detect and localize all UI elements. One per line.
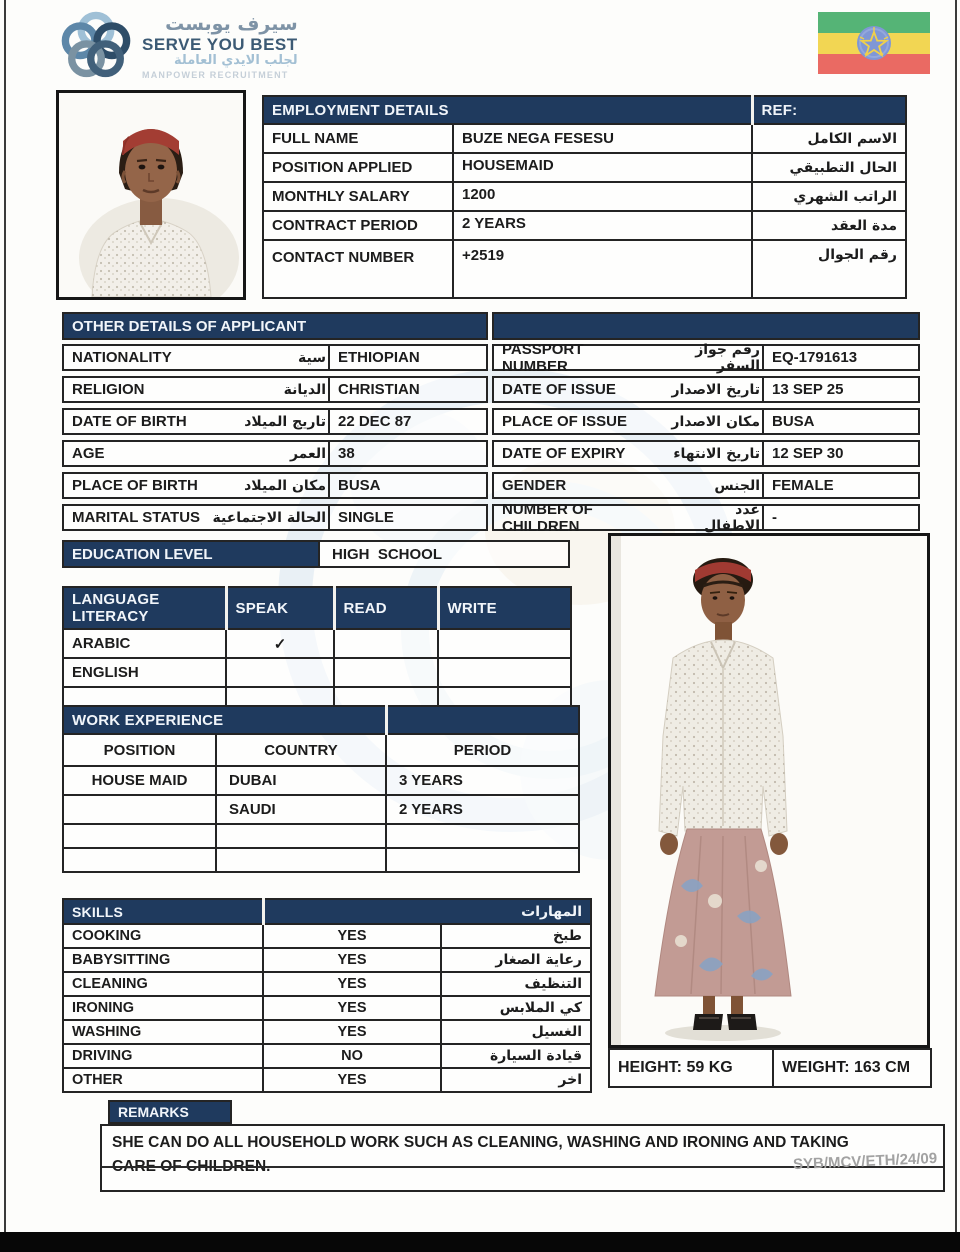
speak-check: ✓ [226,629,334,658]
field-label-arabic: الحال التطبيقي [752,153,906,182]
skills-title-arabic: المهارات [263,899,591,924]
logo-arabic-title: سيرف يوبست [165,13,298,35]
skill-name: IRONING [63,996,263,1020]
employment-details-table [262,95,907,299]
skill-row [63,924,591,948]
skill-name: CLEANING [63,972,263,996]
experience-row [63,824,579,848]
page-left-edge-line [4,0,6,1232]
company-logo-icon [58,8,134,84]
detail-row [492,340,920,375]
skill-value: YES [263,1068,441,1092]
speak-check [226,658,334,687]
remarks-box [100,1124,945,1192]
language-name: ENGLISH [63,658,226,687]
experience-position: HOUSE MAID [63,766,216,795]
field-label: RELIGION [72,381,145,398]
field-label: DATE OF ISSUE [502,381,616,398]
speak-header: SPEAK [226,587,334,629]
skill-value: NO [263,1044,441,1068]
ethiopia-flag-icon [818,12,930,74]
field-label-arabic: مكان الميلاد [244,477,326,494]
field-label-arabic: تاريخ الاصدار [671,381,760,398]
education-level-label: EDUCATION LEVEL [62,540,320,568]
skill-name-arabic: طبخ [441,924,591,948]
experience-country: SAUDI [216,795,386,824]
skill-name-arabic: اخر [441,1068,591,1092]
experience-period: 2 YEARS [386,795,579,824]
language-literacy-table [62,586,572,714]
experience-country [216,824,386,848]
field-value: CHRISTIAN [328,376,488,403]
field-label-arabic: الجنس [714,477,760,494]
remarks-text: SHE CAN DO ALL HOUSEHOLD WORK SUCH AS CLEANING, WASHING AND IRONING AND TAKING CARE OF CHILDREN. [112,1134,849,1176]
language-row [63,658,571,687]
detail-row [492,472,920,499]
skill-name: COOKING [63,924,263,948]
skill-name: OTHER [63,1068,263,1092]
other-details-title-extension [492,312,920,340]
page-right-edge-line [955,0,957,1232]
field-label: PLACE OF ISSUE [502,413,628,430]
detail-row [492,376,920,403]
field-value: - [762,504,920,531]
employment-row [263,153,906,182]
skill-name-arabic: قيادة السيارة [441,1044,591,1068]
skill-row [63,948,591,972]
field-label: AGE [72,445,105,462]
experience-position [63,848,216,872]
language-name: ARABIC [63,629,226,658]
field-label: CONTRACT PERIOD [263,211,453,240]
field-value: 22 DEC 87 [328,408,488,435]
logo-title: SERVE YOU BEST [142,35,298,55]
field-value: FEMALE [762,472,920,499]
weight-label: WEIGHT: 163 CM [773,1049,931,1087]
field-label-arabic: رقم جواز السفر [695,341,760,374]
position-header: POSITION [63,734,216,766]
applicant-fullbody-photo [608,533,930,1048]
field-label: NUMBER OF CHILDREN [502,500,593,535]
applicant-headshot-photo [56,90,246,300]
write-check [438,629,571,658]
experience-period: 3 YEARS [386,766,579,795]
detail-row [62,472,488,499]
physical-stats-bar [608,1048,932,1088]
skill-value: YES [263,948,441,972]
skills-table [62,898,592,1093]
field-value: BUZE NEGA FESESU [453,124,752,153]
experience-country: DUBAI [216,766,386,795]
skill-row [63,1020,591,1044]
field-label-arabic: تاريخ الانتهاء [673,445,760,462]
field-value: 38 [328,440,488,467]
bottom-scan-bar [0,1232,960,1252]
detail-row [62,376,488,403]
field-value: 1200 [453,182,752,211]
detail-row [62,504,488,531]
field-value: BUSA [328,472,488,499]
field-label: FULL NAME [263,124,453,153]
skill-name-arabic: رعاية الصغار [441,948,591,972]
field-label: CONTACT NUMBER [263,240,453,298]
experience-period [386,824,579,848]
work-experience-title-extension [386,706,579,734]
experience-country [216,848,386,872]
field-label-arabic: الاسم الكامل [752,124,906,153]
field-label: GENDER [502,477,567,494]
field-label: MONTHLY SALARY [263,182,453,211]
experience-row [63,848,579,872]
field-label: POSITION APPLIED [263,153,453,182]
experience-period [386,848,579,872]
language-literacy-header: LANGUAGE LITERACY [63,587,226,629]
skill-name-arabic: الغسيل [441,1020,591,1044]
field-label: PLACE OF BIRTH [72,477,198,494]
field-label-arabic: تاريج الميلاد [244,413,326,430]
field-label: DATE OF EXPIRY [502,445,626,462]
detail-row [62,344,488,371]
field-value: EQ-1791613 [762,344,920,371]
skill-value: YES [263,1020,441,1044]
other-details-title: OTHER DETAILS OF APPLICANT [62,312,488,340]
remarks-title: REMARKS [108,1100,232,1124]
field-value: 13 SEP 25 [762,376,920,403]
field-label-arabic: الحالة الاجتماعية [212,509,326,526]
field-label-arabic: العمر [289,445,326,462]
field-value: 2 YEARS [453,211,752,240]
skill-value: YES [263,996,441,1020]
field-label-arabic: مكان الاصدار [671,413,760,430]
field-label-arabic: عدد الاطفال [704,501,760,534]
detail-row [62,440,488,467]
skill-name: DRIVING [63,1044,263,1068]
height-label: HEIGHT: 59 KG [609,1049,773,1087]
write-header: WRITE [438,587,571,629]
skill-value: YES [263,972,441,996]
field-label-arabic: مدة العقد [752,211,906,240]
skill-row [63,972,591,996]
ref-label: REF: [752,96,906,124]
experience-row [63,766,579,795]
field-label-arabic: سية [298,349,326,366]
logo-subtitle: MANPOWER RECRUITMENT [142,69,289,80]
language-row [63,629,571,658]
field-value: ETHIOPIAN [328,344,488,371]
skill-name-arabic: التنظيف [441,972,591,996]
detail-row [62,408,488,435]
field-value: +2519 [453,240,752,298]
period-header: PERIOD [386,734,579,766]
other-details-right-table [492,340,920,536]
employment-row [263,124,906,153]
employment-row [263,240,906,298]
field-label-arabic: الراتب الشهري [752,182,906,211]
company-logo [58,8,298,84]
read-header: READ [334,587,438,629]
detail-row [492,500,920,535]
reference-code: SYB/MCV/ETH/24/09 [792,1149,938,1174]
detail-row [492,408,920,435]
skills-title: SKILLS [63,899,263,924]
read-check [334,629,438,658]
experience-position [63,824,216,848]
employment-row [263,182,906,211]
work-experience-table [62,705,580,873]
skill-row [63,1068,591,1092]
employment-row [263,211,906,240]
field-value: BUSA [762,408,920,435]
skill-name: WASHING [63,1020,263,1044]
skill-row [63,996,591,1020]
education-level-value: HIGH SCHOOL [318,540,570,568]
experience-row [63,795,579,824]
read-check [334,658,438,687]
field-value: SINGLE [328,504,488,531]
skill-name-arabic: كي الملابس [441,996,591,1020]
other-details-left-table [62,344,488,536]
skill-name: BABYSITTING [63,948,263,972]
field-label-arabic: الديانة [283,381,326,398]
field-label: PASSPORT NUMBER [502,340,584,375]
field-value: 12 SEP 30 [762,440,920,467]
experience-position [63,795,216,824]
field-label-arabic: رقم الجوال [752,240,906,298]
field-label: NATIONALITY [72,349,172,366]
country-header: COUNTRY [216,734,386,766]
employment-details-title: EMPLOYMENT DETAILS [263,96,752,124]
detail-row [492,440,920,467]
work-experience-title: WORK EXPERIENCE [63,706,386,734]
field-label: DATE OF BIRTH [72,413,187,430]
field-label: MARITAL STATUS [72,509,201,526]
logo-arabic-subtitle: لجلب الايدي العاملة [174,53,298,69]
skill-value: YES [263,924,441,948]
skill-row [63,1044,591,1068]
field-value: HOUSEMAID [453,153,752,182]
write-check [438,658,571,687]
